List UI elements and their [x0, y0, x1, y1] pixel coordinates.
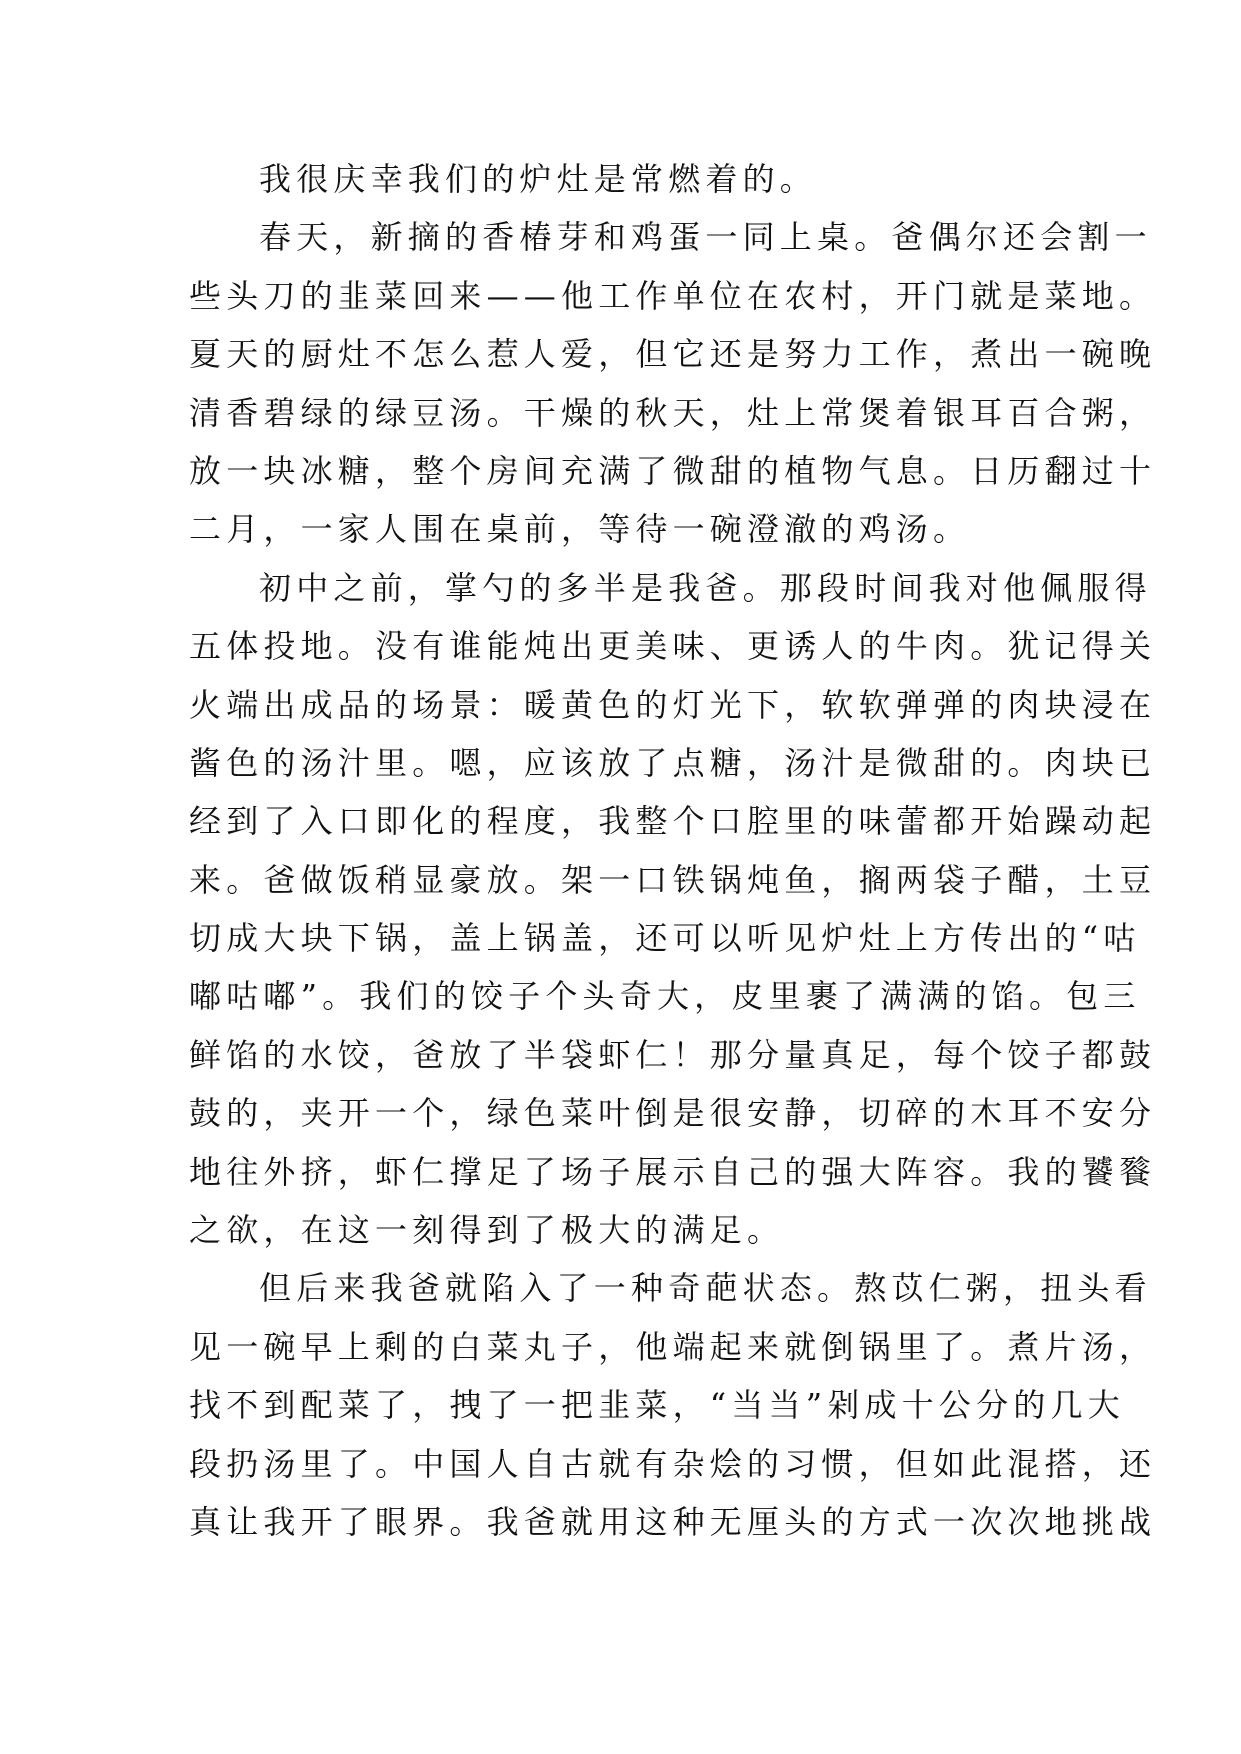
paragraph-2-line-2: 些头刀的韭菜回来——他工作单位在农村，开门就是菜地。: [189, 276, 1157, 315]
paragraph-3-line-2: 五体投地。没有谁能炖出更美味、更诱人的牛肉。犹记得关: [189, 627, 1157, 666]
paragraph-3-line-3: 火端出成品的场景：暖黄色的灯光下，软软弹弹的肉块浸在: [189, 685, 1157, 724]
paragraph-4-line-2: 见一碗早上剩的白菜丸子，他端起来就倒锅里了。煮片汤，: [189, 1327, 1157, 1366]
paragraph-3-line-7: 切成大块下锅，盖上锅盖，还可以听见炉灶上方传出的“咕: [189, 919, 1141, 958]
paragraph-3-line-10: 鼓的，夹开一个，绿色菜叶倒是很安静，切碎的木耳不安分: [189, 1094, 1157, 1133]
paragraph-2-line-6: 二月，一家人围在桌前，等待一碗澄澈的鸡汤。: [189, 510, 971, 549]
paragraph-3-line-12: 之欲，在这一刻得到了极大的满足。: [189, 1211, 785, 1250]
paragraph-3-line-1: 初中之前，掌勺的多半是我爸。那段时间我对他佩服得: [259, 568, 1152, 607]
paragraph-1-line-1: 我很庆幸我们的炉灶是常燃着的。: [259, 160, 818, 198]
paragraph-3-line-9: 鲜馅的水饺，爸放了半袋虾仁！那分量真足，每个饺子都鼓: [189, 1035, 1157, 1074]
paragraph-3-line-8: 嘟咕嘟”。我们的饺子个头奇大，皮里裹了满满的馅。包三: [189, 977, 1141, 1016]
paragraph-3-line-11: 地往外挤，虾仁撑足了场子展示自己的强大阵容。我的饕餮: [189, 1152, 1157, 1191]
paragraph-3-line-6: 来。爸做饭稍显豪放。架一口铁锅炖鱼，搁两袋子醋，土豆: [189, 860, 1157, 899]
paragraph-3-line-4: 酱色的汤汁里。嗯，应该放了点糖，汤汁是微甜的。肉块已: [189, 743, 1157, 782]
paragraph-2-line-3: 夏天的厨灶不怎么惹人爱，但它还是努力工作，煮出一碗晚: [189, 335, 1157, 374]
paragraph-2-line-5: 放一块冰糖，整个房间充满了微甜的植物气息。日历翻过十: [189, 451, 1157, 490]
paragraph-4-line-4: 段扔汤里了。中国人自古就有杂烩的习惯，但如此混搭，还: [189, 1444, 1157, 1483]
paragraph-4-line-5: 真让我开了眼界。我爸就用这种无厘头的方式一次次地挑战: [189, 1502, 1157, 1541]
paragraph-4-line-3: 找不到配菜了，拽了一把韭菜，“当当”剁成十公分的几大: [189, 1386, 1125, 1425]
paragraph-2-line-1: 春天，新摘的香椿芽和鸡蛋一同上桌。爸偶尔还会割一: [259, 218, 1152, 257]
essay-text: [189, 150, 1157, 1551]
paragraph-4-line-1: 但后来我爸就陷入了一种奇葩状态。熬苡仁粥，扭头看: [259, 1269, 1152, 1308]
paragraph-3-line-5: 经到了入口即化的程度，我整个口腔里的味蕾都开始躁动起: [189, 802, 1157, 841]
paragraph-2-line-4: 清香碧绿的绿豆汤。干燥的秋天，灶上常煲着银耳百合粥，: [189, 393, 1157, 432]
